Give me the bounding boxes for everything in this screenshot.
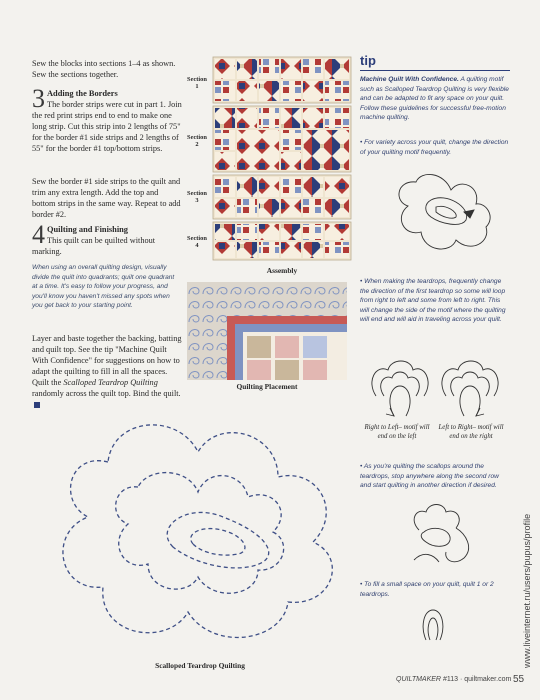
section-3-blocks [213,175,351,219]
section-1-blocks [213,57,351,103]
motif-left-caption: Right to Left– motif will end on the left [364,424,430,440]
footer [396,676,511,683]
scalloped-caption: Scalloped Teardrop Quilting [155,661,245,670]
scalloped-teardrop-motif [48,392,348,657]
tip-lead [360,75,510,123]
bullet-icon: • [360,463,363,470]
step4-heading: Quilting and Finishing [47,225,128,234]
page-number: 55 [513,674,525,685]
tip-rule [360,70,510,71]
step4-number: 4 [32,220,45,249]
step3-block [32,84,182,154]
motif-sample-1 [386,162,496,267]
bullet-icon: • [360,278,363,285]
footer-brand: QUILTMAKER [396,676,441,683]
section-2-blocks [213,106,351,172]
step3-text2: Sew the border #1 side strips to the quilt and trim any extra length. Add the top and bottom strips in the same way. Repeat to add border #2. [32,177,181,219]
tip-lead-text: A quilting motif such as Scalloped Teardrop Quilting is very flexible and can be adapted to fit any space on your quilt. Follow these guidelines for successful free-motion machine quilting. [360,76,509,122]
tip-bullet-1: • For variety across your quilt, change the direction of your quilting motif frequently. [360,139,509,156]
quadrant-note: When using an overall quilting design, visually divide the quilt into quadrants; quilt one quadrant at a time. It's easy to follow your progress, and you'll know you haven't missed any spots when you get back to your starting point. [32,264,175,309]
direction-diagrams [366,356,506,422]
section-3-label: Section 3 [187,190,207,204]
section-4-blocks [213,222,351,260]
footer-issue: #113 · quiltmaker.com [442,676,512,683]
tip-bullet-3: • As you're quilting the scallops around the teardrops, stop anywhere along the second row and start quilting in another direction if desired. [360,463,499,490]
tip-bullet-4: • To fill a small space on your quilt, quilt 1 or 2 teardrops. [360,581,494,598]
bullet-icon: • [360,139,363,146]
section-2-label: Section 2 [187,134,207,148]
final-end: randomly across the quilt top. Bind the quilt. [32,389,181,398]
step3-number: 3 [32,84,45,113]
step4-block [32,220,182,257]
motif-sample-2 [404,500,484,572]
section-4-label: Section 4 [187,235,207,249]
section-1-label: Section 1 [187,76,207,90]
side-url: www.liveinternet.ru/users/pupus/profile [522,513,532,668]
assembly-caption: Assembly [266,266,298,275]
tip-title: tip [360,53,376,68]
tip-lead-bold: Machine Quilt With Confidence. [360,76,459,83]
quilting-placement-diagram [187,282,347,380]
small-teardrop [418,606,448,642]
bullet-icon: • [360,581,363,588]
motif-right-caption: Left to Right– motif will end on the right [438,424,504,440]
intro-text: Sew the blocks into sections 1–4 as shown. Sew the sections together. [32,59,176,79]
quilting-placement-caption: Quilting Placement [236,382,298,391]
step3-heading: Adding the Borders [47,89,118,98]
assembly-diagram [212,56,352,262]
end-mark-icon [34,402,40,408]
step4-text: This quilt can be quilted without marking. [32,236,156,256]
final-text: Layer and baste together the backing, batting and quilt top. See the tip "Machine Quilt With Confidence" for suggestions on how to adapt the quilting to fill in all the spaces. Quilt the [32,334,182,387]
final-italic: Scalloped Teardrop Quilting [63,378,158,387]
tip-bullet-2: • When making the teardrops, frequently change the direction of the first teardrop so some will loop from right to left and some from left to right. This will change the side of the motif where the quilting will end and will aid in traveling across your quilt. [360,278,506,324]
step3-text: The border strips were cut in part 1. Join the red print strips end to end to make one long strip. Cut this strip into 2 lengths of 75" for the border #1 side strips and 2 lengths of 55" for the border #1 top/bottom strips. [32,100,182,153]
